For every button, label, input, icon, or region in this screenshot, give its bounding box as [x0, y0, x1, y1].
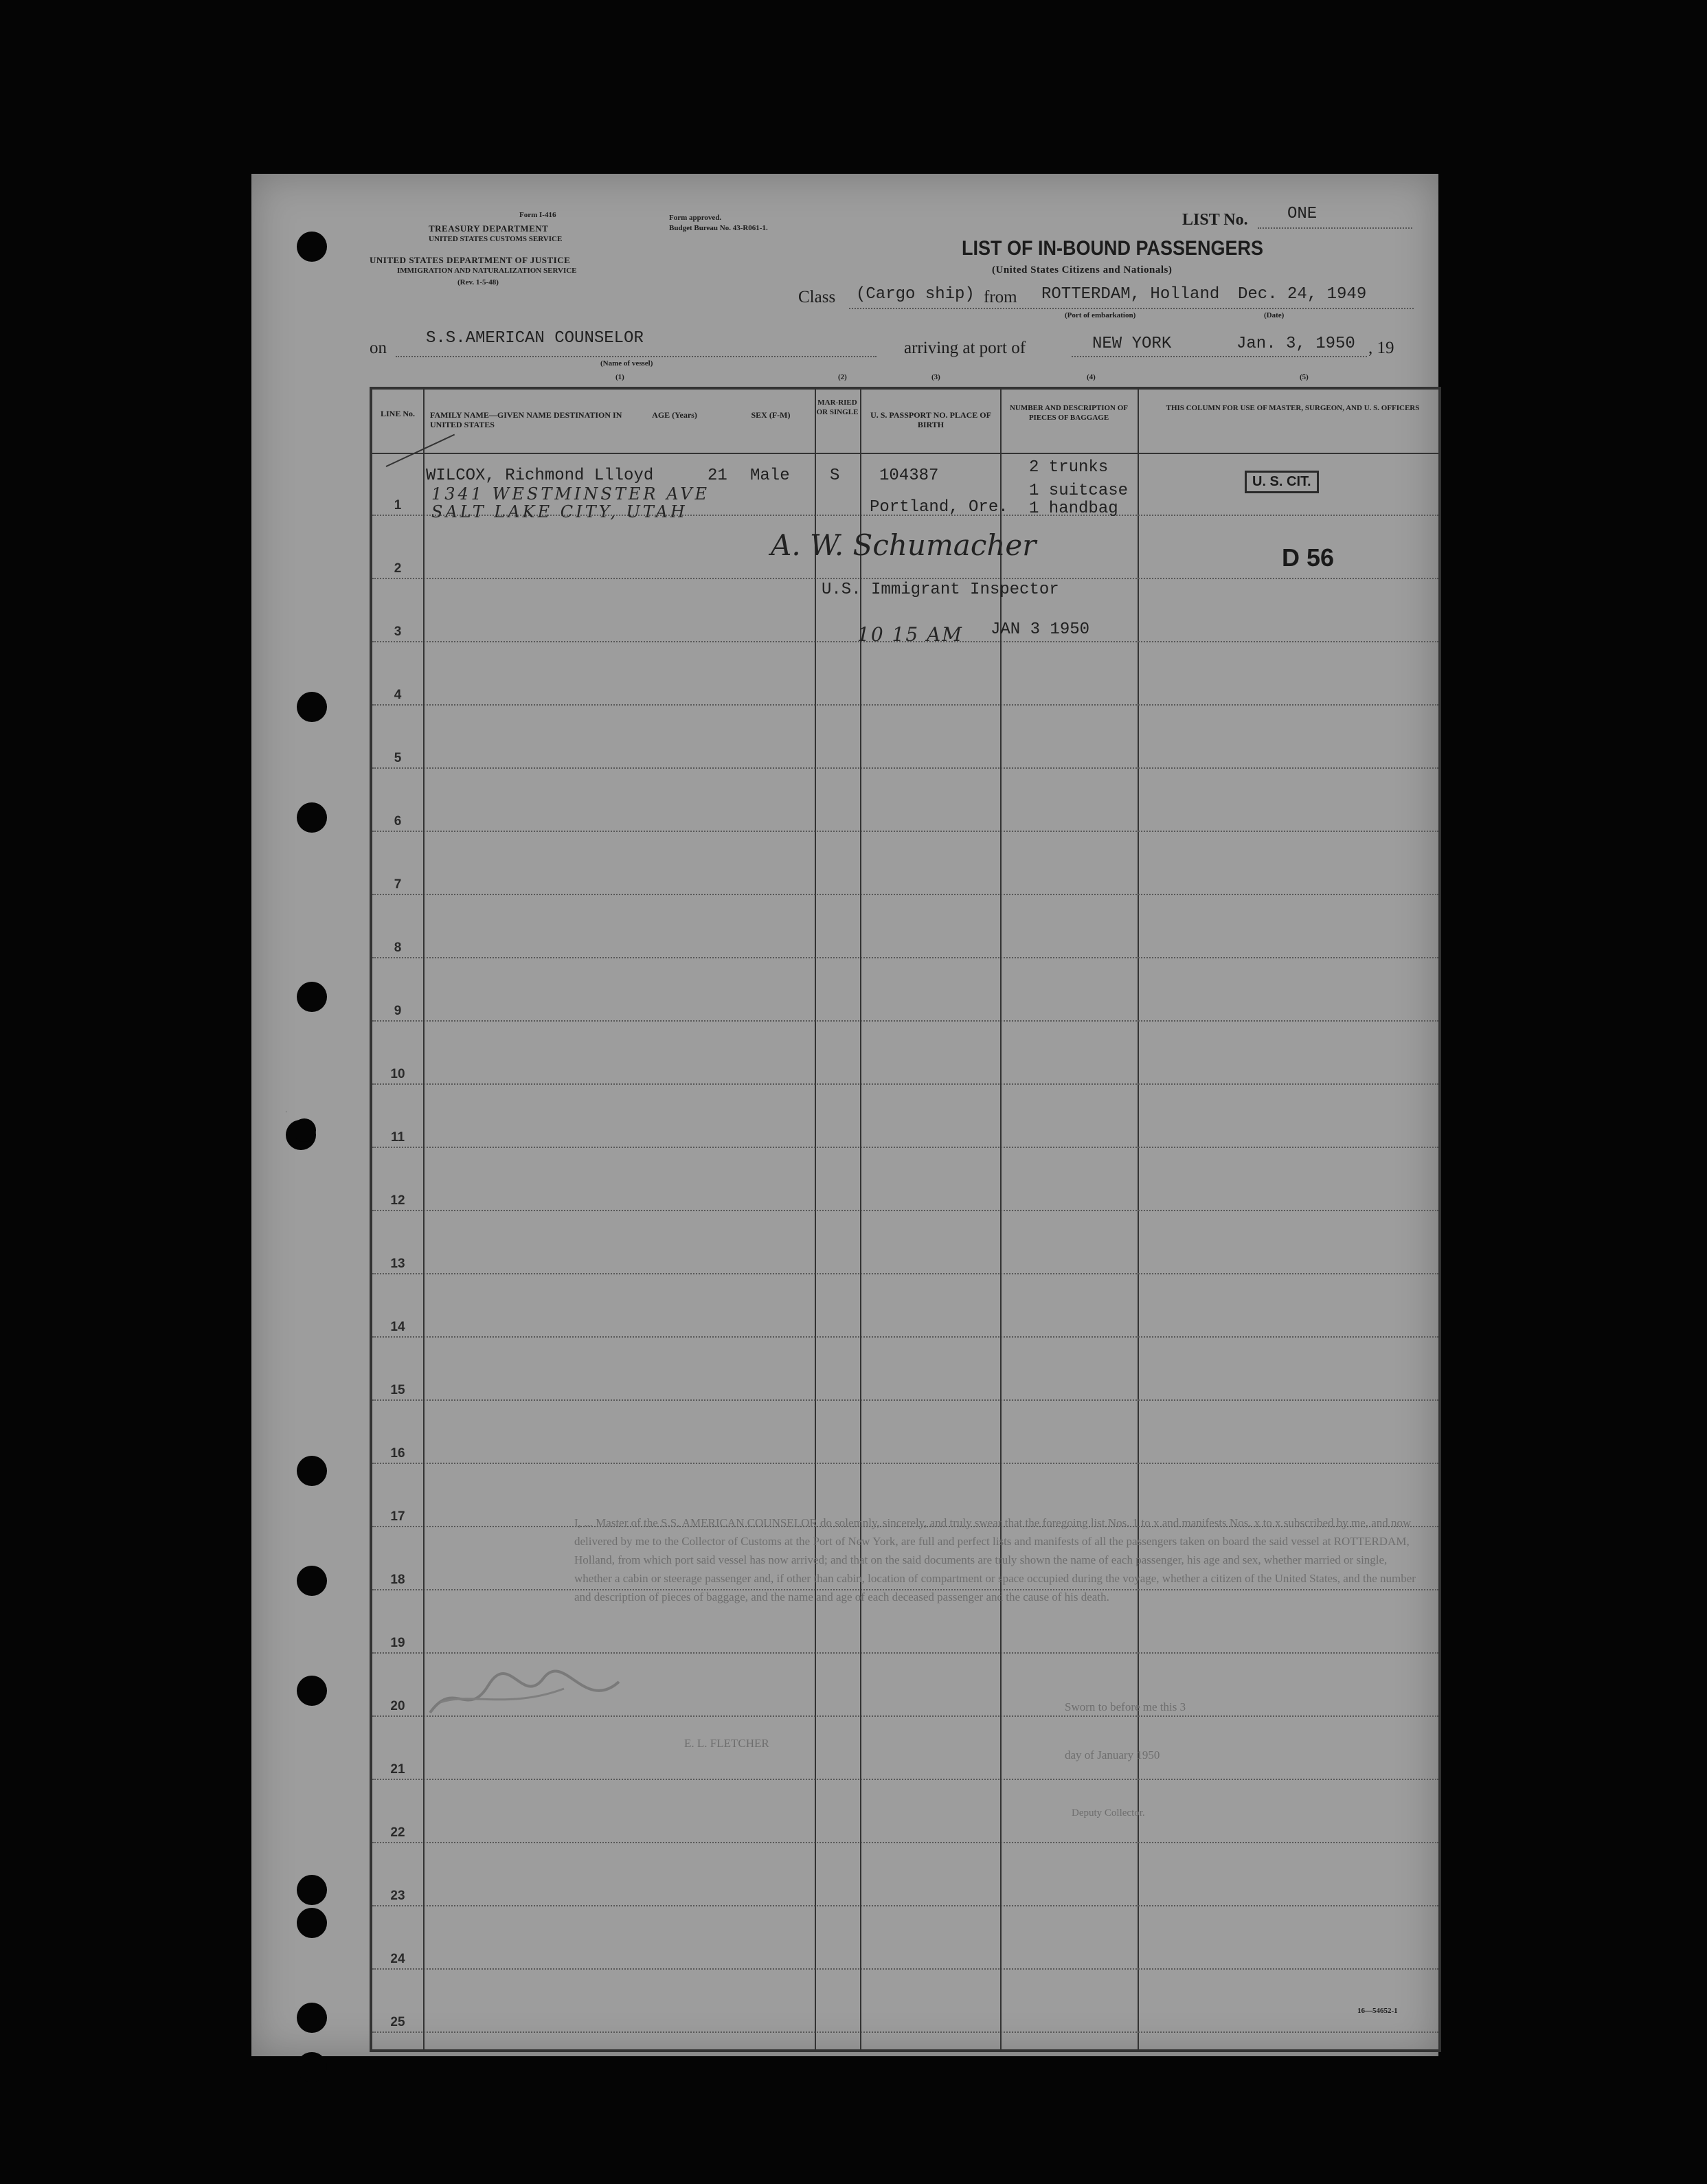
class-line [849, 308, 1414, 309]
class-label: Class [798, 288, 836, 306]
table-row [372, 1020, 1438, 1022]
marital-status: S [830, 466, 840, 485]
table-row [372, 1210, 1438, 1211]
passenger-sex: Male [750, 466, 790, 485]
form-approved: Form approved. [669, 214, 722, 222]
arrival-line [1072, 356, 1367, 357]
table-row [372, 1463, 1438, 1464]
birthplace: Portland, Ore. [870, 498, 1008, 517]
port-embark-note: (Port of embarkation) [1065, 311, 1136, 319]
passenger-address-1: 1341 WESTMINSTER AVE [431, 484, 710, 504]
row-number: 14 [390, 1320, 405, 1334]
row-number: 11 [390, 1130, 405, 1145]
row-number: 6 [394, 814, 402, 829]
row-number: 1 [394, 498, 402, 513]
page-title: LIST OF IN-BOUND PASSENGERS [962, 237, 1264, 260]
footer-code: 16—54652-1 [1357, 2007, 1398, 2015]
punch-hole [297, 2003, 327, 2033]
col-num-2: (2) [838, 373, 847, 381]
row-number: 16 [390, 1446, 405, 1461]
master-signature-scribble [427, 1665, 626, 1726]
treasury-dept: TREASURY DEPARTMENT [429, 223, 549, 234]
table-row [372, 1336, 1438, 1338]
row-number: 20 [390, 1699, 405, 1713]
punch-hole [297, 1875, 327, 1905]
punch-hole [297, 2052, 327, 2082]
punch-hole [293, 1118, 316, 1142]
baggage-2: 1 suitcase [1029, 482, 1129, 500]
sworn-line: Sworn to before me this 3 [1065, 1700, 1186, 1713]
budget-bureau: Budget Bureau No. 43-R061-1. [669, 224, 768, 232]
header-family: FAMILY NAME—GIVEN NAME DESTINATION IN UNITED STATES [430, 410, 622, 429]
sworn-date: day of January 1950 [1065, 1748, 1160, 1761]
baggage-3: 1 handbag [1029, 499, 1118, 518]
passenger-age: 21 [708, 466, 727, 485]
punch-hole [297, 232, 327, 262]
inspection-date: JAN 3 1950 [991, 620, 1090, 639]
vessel-name: S.S.AMERICAN COUNSELOR [426, 329, 644, 348]
table-row [372, 1842, 1438, 1843]
table-row [372, 1147, 1438, 1148]
form-number: Form I-416 [519, 211, 556, 219]
justice-dept: UNITED STATES DEPARTMENT OF JUSTICE [370, 255, 571, 265]
table-row [372, 894, 1438, 895]
row-number: 8 [394, 941, 402, 955]
customs-service: UNITED STATES CUSTOMS SERVICE [429, 235, 563, 243]
list-no-label: LIST No. [1182, 211, 1248, 229]
table-row [372, 1399, 1438, 1401]
punch-hole [297, 1908, 327, 1938]
row-number: 17 [390, 1509, 405, 1524]
col-num-5: (5) [1300, 373, 1309, 381]
col-num-4: (4) [1087, 373, 1096, 381]
ins-service: IMMIGRATION AND NATURALIZATION SERVICE [397, 267, 577, 275]
punch-hole [297, 1676, 327, 1706]
from-label: from [984, 288, 1017, 306]
row-number: 3 [394, 624, 402, 639]
punch-hole [297, 982, 327, 1012]
table-row [372, 1652, 1438, 1654]
passenger-name: WILCOX, Richmond Llloyd [426, 466, 654, 485]
row-number: 15 [390, 1383, 405, 1397]
arrival-port: NEW YORK [1092, 335, 1172, 353]
row-number: 12 [390, 1193, 405, 1208]
vessel-line [396, 356, 877, 357]
table-row [372, 1779, 1438, 1780]
passenger-address-2: SALT LAKE CITY, UTAH [431, 502, 688, 521]
row-number: 4 [394, 688, 402, 702]
row-number: 18 [390, 1573, 405, 1587]
header-baggage: NUMBER AND DESCRIPTION OF PIECES OF BAGGAGE [1009, 404, 1129, 422]
header-age: AGE (Years) [652, 410, 697, 420]
punch-hole [297, 1456, 327, 1486]
table-row [372, 704, 1438, 706]
arrival-date: Jan. 3, 1950 [1236, 335, 1355, 353]
table-row [372, 957, 1438, 958]
page-subtitle: (United States Citizens and Nationals) [992, 264, 1173, 275]
header-line-no: LINE No. [380, 409, 415, 418]
row-number: 23 [390, 1889, 405, 1903]
class-value: (Cargo ship) [856, 285, 975, 304]
table-row [372, 831, 1438, 832]
header-officers: THIS COLUMN FOR USE OF MASTER, SURGEON, AND U. S. OFFICERS [1166, 404, 1420, 412]
col-num-3: (3) [931, 373, 940, 381]
embark-date: Dec. 24, 1949 [1238, 285, 1367, 304]
table-row [372, 2031, 1438, 2033]
us-citizen-stamp: U. S. CIT. [1245, 471, 1319, 493]
header-married: MAR-RIED OR SINGLE [816, 398, 859, 416]
punch-hole [297, 802, 327, 833]
table-row [372, 1968, 1438, 1970]
row-number: 25 [390, 2015, 405, 2029]
deputy-collector: Deputy Collector. [1072, 1808, 1145, 1819]
master-oath: I, ... Master of the S.S. AMERICAN COUNSELOR do solemnly, sincerely, and truly swear that the foregoing list Nos. 1 to x and manifests Nos. x to x subscribed by me, and now delivered by me to the Collector of Customs at the Port of New York, are full and perfect lists and manifests of all the passengers taken on board the said vessel at ROTTERDAM, Holland, from which port said vessel has now arrived; and that on the said documents are truly shown the name of each passenger, his age and sex, whether married or single, whether a cabin or steerage passenger and, if other than cabin, location of compartment or space occupied during the voyage, whether a citizen of the United States, and the number and description of pieces of baggage, and the name and age of each deceased passenger and the cause of his death. [574, 1516, 1416, 1603]
list-no-value: ONE [1287, 205, 1318, 223]
arriving-label: arriving at port of [904, 339, 1026, 357]
table-row [372, 767, 1438, 769]
revision-date: (Rev. 1-5-48) [457, 278, 499, 286]
row-number: 19 [390, 1636, 405, 1650]
row-number: 7 [394, 877, 402, 892]
row-number: 9 [394, 1004, 402, 1018]
vessel-note: (Name of vessel) [600, 359, 653, 368]
row-number: 13 [390, 1257, 405, 1271]
table-row [372, 1905, 1438, 1906]
manifest-page [251, 174, 1438, 2056]
row-number: 22 [390, 1825, 405, 1840]
embark-port: ROTTERDAM, Holland [1041, 285, 1220, 304]
row-number: 10 [390, 1067, 405, 1081]
passport-number: 104387 [879, 466, 939, 485]
row-number: 21 [390, 1762, 405, 1777]
row-number: 24 [390, 1952, 405, 1966]
col-num-1: (1) [615, 373, 624, 381]
on-label: on [370, 339, 387, 357]
row-number: 5 [394, 751, 402, 765]
table-row [372, 578, 1438, 579]
row-number: 2 [394, 561, 402, 576]
inspector-signature: A. W. Schumacher [771, 528, 1037, 562]
inspector-title: U.S. Immigrant Inspector [822, 581, 1059, 599]
list-no-line [1258, 227, 1412, 229]
master-name: E. L. FLETCHER [684, 1737, 769, 1750]
baggage-1: 2 trunks [1029, 458, 1109, 477]
table-row [372, 1273, 1438, 1274]
inspection-time: 10 15 AM [857, 623, 963, 646]
table-row [372, 1083, 1438, 1085]
date-note: (Date) [1264, 311, 1285, 319]
year-suffix: , 19 [1368, 339, 1394, 357]
punch-hole [297, 692, 327, 722]
header-passport: U. S. PASSPORT NO. PLACE OF BIRTH [870, 410, 991, 429]
officer-mark: D 56 [1282, 543, 1335, 572]
punch-hole [297, 1566, 327, 1596]
header-sex: SEX (F-M) [751, 410, 791, 420]
